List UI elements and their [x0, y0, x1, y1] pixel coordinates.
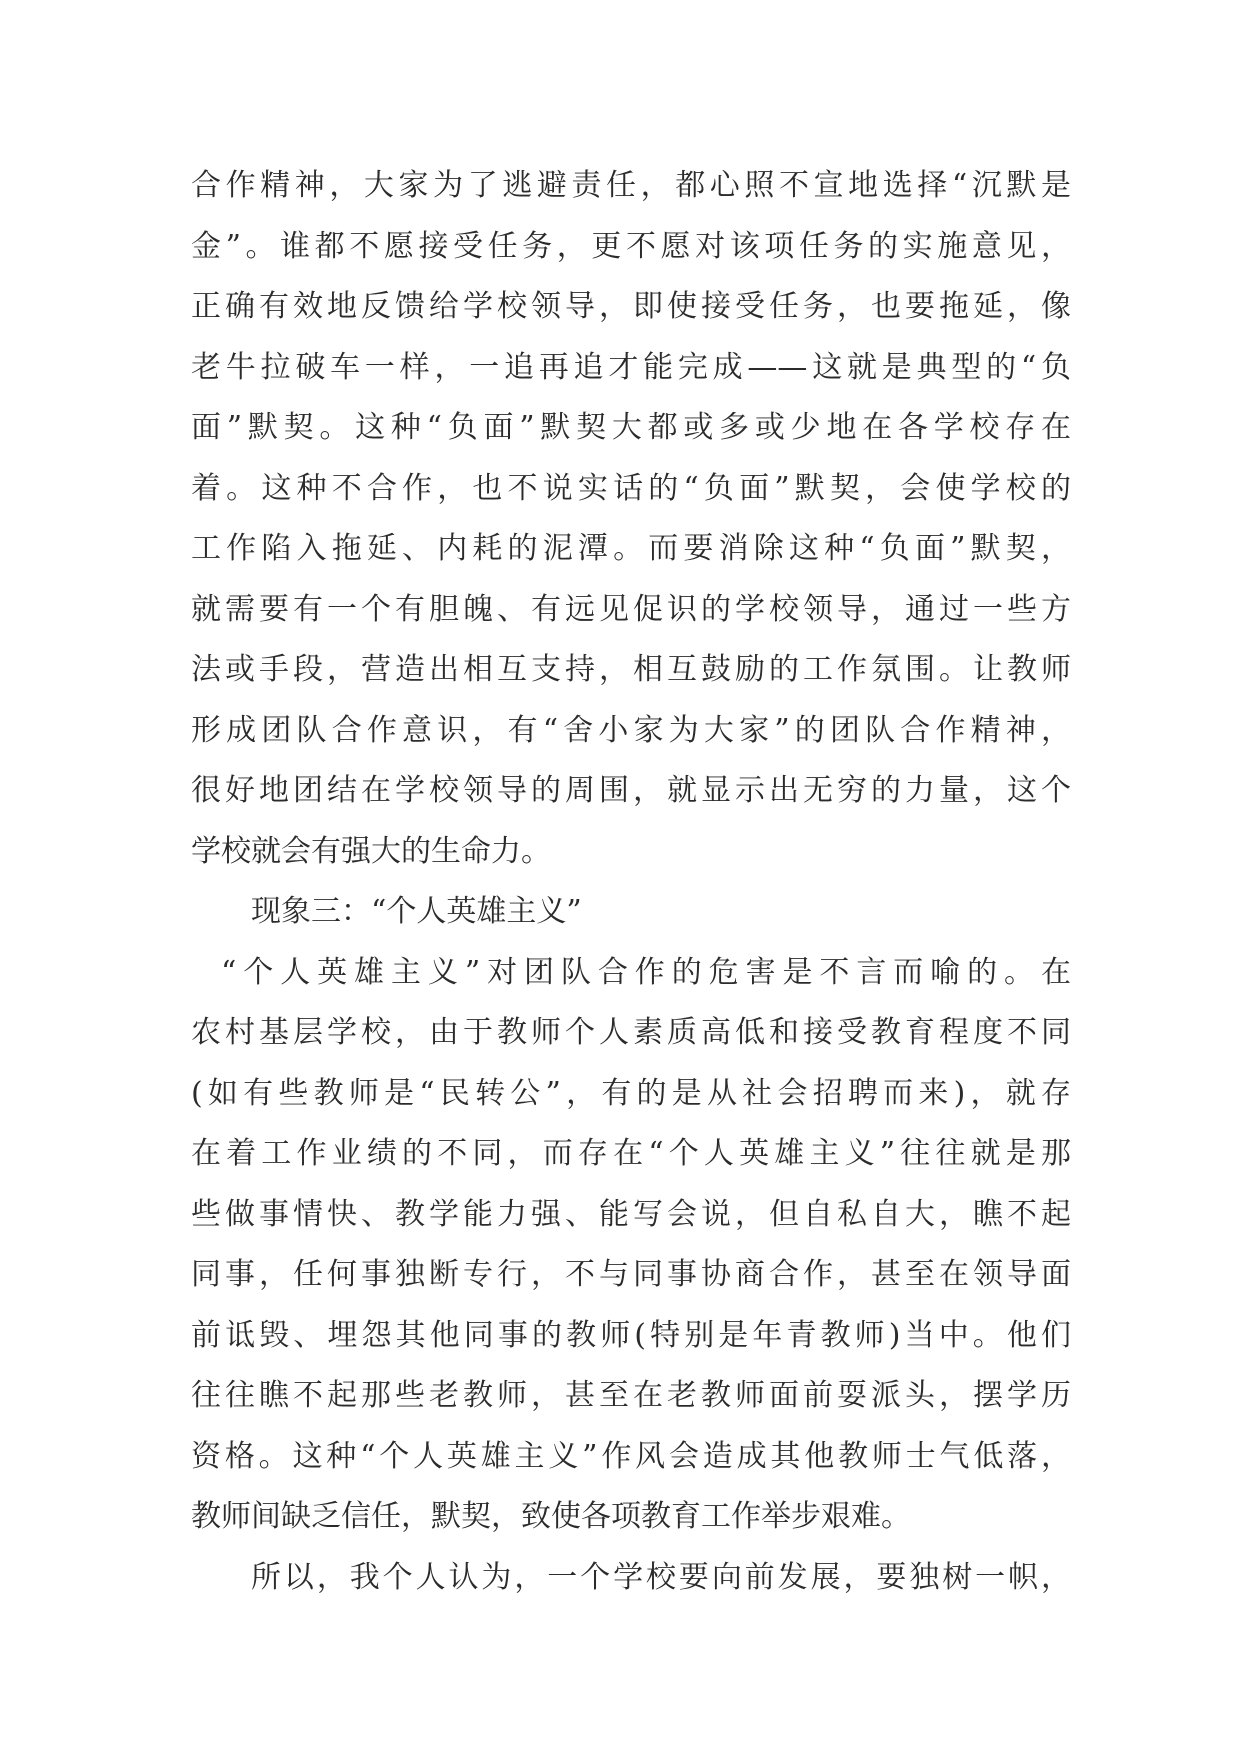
- text-line: 合作精神，大家为了逃避责任，都心照不宣地选择“沉默是: [191, 168, 1071, 203]
- text-line: 面”默契。这种“负面”默契大都或多或少地在各学校存在: [191, 410, 1071, 445]
- text-line: 老牛拉破车一样，一追再追才能完成——这就是典型的“负: [191, 349, 1071, 385]
- text-line: 同事，任何事独断专行，不与同事协商合作，甚至在领导面: [191, 1257, 1071, 1292]
- text-line: 农村基层学校，由于教师个人素质高低和接受教育程度不同: [191, 1015, 1071, 1050]
- text-line: 前诋毁、埋怨其他同事的教师(特别是年青教师)当中。他们: [191, 1317, 1071, 1353]
- text-line: (如有些教师是“民转公”，有的是从社会招聘而来)，就存: [191, 1075, 1071, 1111]
- text-line: 着。这种不合作，也不说实话的“负面”默契，会使学校的: [191, 470, 1071, 506]
- text-line: 所以，我个人认为，一个学校要向前发展，要独树一帜，: [251, 1559, 1071, 1595]
- body-text: [191, 156, 1071, 1608]
- text-line: “个人英雄主义”对团队合作的危害是不言而喻的。在: [221, 954, 1071, 990]
- text-line: 金”。谁都不愿接受任务，更不愿对该项任务的实施意见，: [191, 228, 1071, 264]
- text-line: 法或手段，营造出相互支持，相互鼓励的工作氛围。让教师: [191, 652, 1071, 687]
- text-line: 在着工作业绩的不同，而存在“个人英雄主义”往往就是那: [191, 1136, 1071, 1171]
- text-line: 形成团队合作意识，有“舍小家为大家”的团队合作精神，: [191, 712, 1071, 748]
- section-heading: 现象三：“个人英雄主义”: [251, 894, 582, 929]
- text-line: 工作陷入拖延、内耗的泥潭。而要消除这种“负面”默契，: [191, 531, 1071, 566]
- text-line: 些做事情快、教学能力强、能写会说，但自私自大，瞧不起: [191, 1196, 1071, 1232]
- text-line: 正确有效地反馈给学校领导，即使接受任务，也要拖延，像: [191, 289, 1071, 324]
- text-line: 教师间缺乏信任，默契，致使各项教育工作举步艰难。: [191, 1499, 911, 1534]
- text-line: 往往瞧不起那些老教师，甚至在老教师面前耍派头，摆学历: [191, 1378, 1071, 1413]
- text-line: 学校就会有强大的生命力。: [191, 833, 551, 869]
- text-line: 就需要有一个有胆魄、有远见促识的学校领导，通过一些方: [191, 591, 1071, 627]
- text-line: 资格。这种“个人英雄主义”作风会造成其他教师士气低落，: [191, 1438, 1071, 1474]
- text-line: 很好地团结在学校领导的周围，就显示出无穷的力量，这个: [191, 773, 1071, 808]
